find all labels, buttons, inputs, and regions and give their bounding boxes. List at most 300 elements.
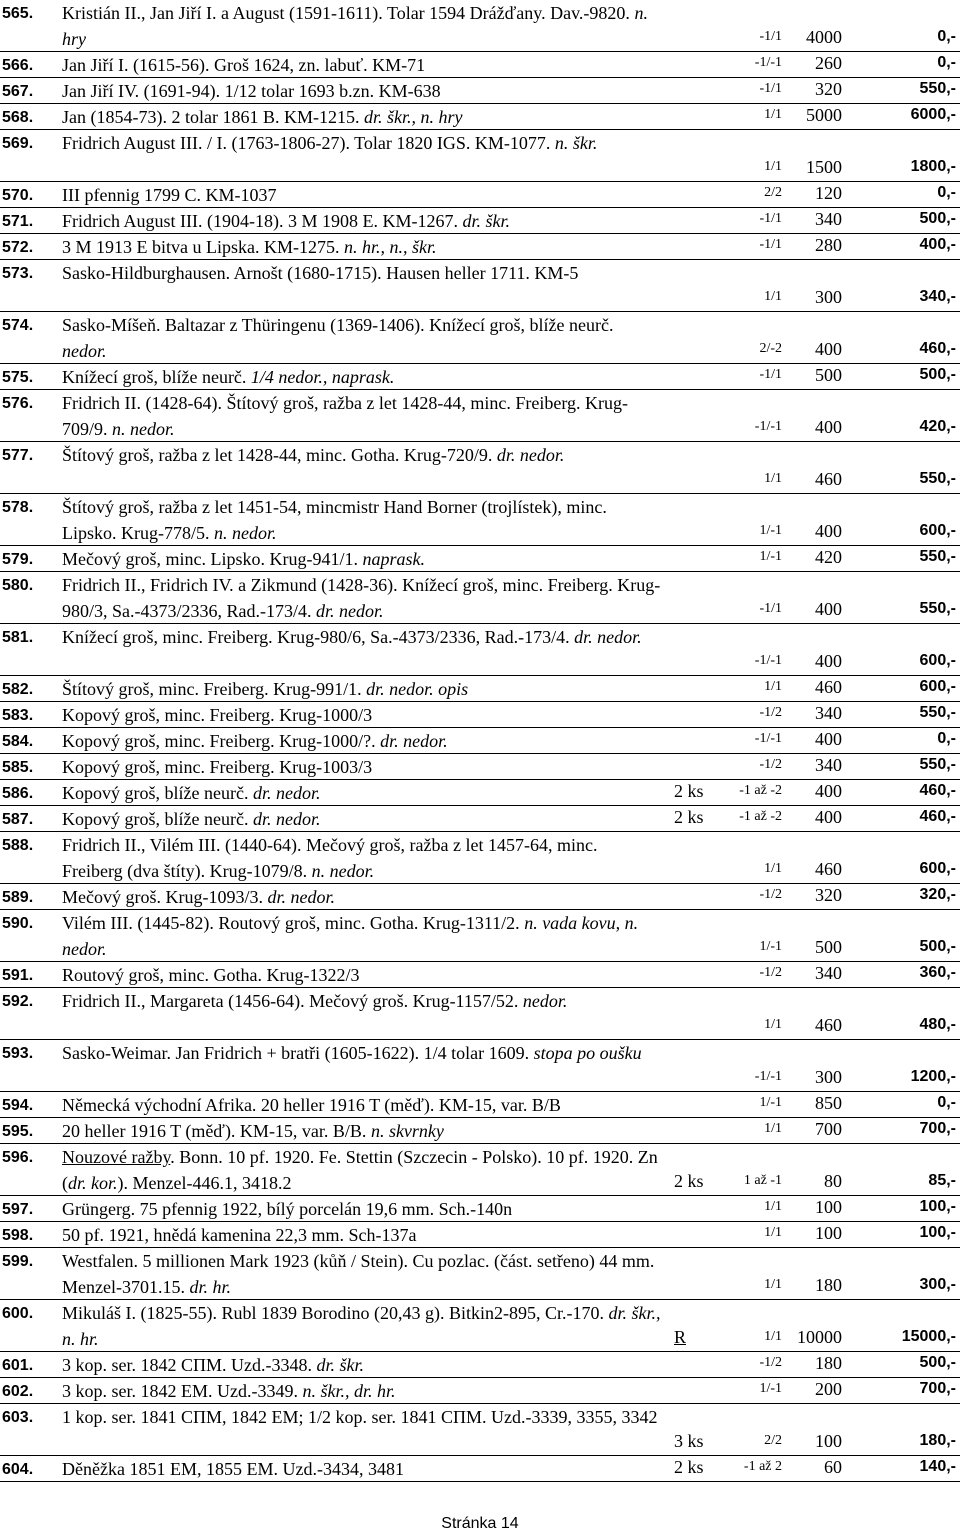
description-segment: nedor. xyxy=(62,341,107,361)
lot-row xyxy=(0,312,960,364)
lot-description xyxy=(62,1118,662,1144)
lot-number: 595. xyxy=(2,1123,34,1140)
lot-number: 577. xyxy=(2,447,34,464)
lot-row xyxy=(0,182,960,208)
lot-row xyxy=(0,1196,960,1222)
lot-description xyxy=(62,208,662,234)
lot-start-price: 320 xyxy=(815,79,842,99)
description-segment: Kopový groš, blíže neurč. xyxy=(62,783,253,803)
lot-start-price: 400 xyxy=(815,521,842,541)
lot-final-price: 550,- xyxy=(919,548,956,565)
lot-number: 597. xyxy=(2,1201,34,1218)
lot-final-price: 460,- xyxy=(919,340,956,357)
lot-final-price: 600,- xyxy=(919,652,956,669)
lot-quantity: 3 ks xyxy=(674,1431,704,1451)
description-segment: 3 M 1913 E bitva u Lipska. KM-1275. xyxy=(62,237,344,257)
lot-final-price: 140,- xyxy=(919,1458,956,1475)
description-segment: Fridrich II., Vilém III. (1440-64). Mečový groš, ražba z let 1457-64, minc. Freiberg (dva štíty). Krug-1079/8. xyxy=(62,835,598,881)
description-segment: Grüngerg. 75 pfennig 1922, bílý porcelán 19,6 mm. Sch.-140n xyxy=(62,1199,513,1219)
description-segment: dr. nedor. xyxy=(316,601,384,621)
lot-grade: -1/1 xyxy=(759,29,782,44)
lot-row xyxy=(0,754,960,780)
lot-number: 579. xyxy=(2,551,34,568)
description-segment: Fridrich August III. / I. (1763-1806-27). Tolar 1820 IGS. KM-1077. xyxy=(62,133,555,153)
lot-number: 587. xyxy=(2,811,34,828)
description-segment: Sasko-Hildburghausen. Arnošt (1680-1715). Hausen heller 1711. KM-5 xyxy=(62,263,579,283)
description-segment: n. nedor. xyxy=(112,419,175,439)
description-segment: n. škr., dr. hr. xyxy=(302,1381,396,1401)
lot-number: 578. xyxy=(2,499,34,516)
lot-number: 596. xyxy=(2,1149,34,1166)
lot-final-price: 85,- xyxy=(928,1172,956,1189)
description-segment: 1 kop. ser. 1841 СПМ, 1842 ЕМ; 1/2 kop. ser. 1841 СПМ. Uzd.-3339, 3355, 3342 xyxy=(62,1407,658,1427)
lot-number: 574. xyxy=(2,317,34,334)
description-segment: n. skvrnky xyxy=(370,1121,444,1141)
lot-number: 593. xyxy=(2,1045,34,1062)
description-segment: dr. nedor. opis xyxy=(366,679,469,699)
lot-start-price: 460 xyxy=(815,859,842,879)
description-segment: Westfalen. 5 millionen Mark 1923 (kůň / Stein). Cu pozlac. (část. setřeno) 44 mm. Menzel-3701.15. xyxy=(62,1251,655,1297)
description-segment: Štítový groš, ražba z let 1451-54, mincmistr Hand Borner (trojlístek), minc. Lipsko. Krug-778/5. xyxy=(62,497,607,543)
lot-start-price: 5000 xyxy=(806,105,842,125)
lot-grade: -1/1 xyxy=(759,367,782,382)
lot-number: 600. xyxy=(2,1305,34,1322)
lot-description xyxy=(62,832,662,884)
lot-final-price: 550,- xyxy=(919,80,956,97)
lot-number: 594. xyxy=(2,1097,34,1114)
lot-description xyxy=(62,182,662,208)
lot-start-price: 180 xyxy=(815,1275,842,1295)
lot-start-price: 460 xyxy=(815,677,842,697)
lot-number: 581. xyxy=(2,629,34,646)
lot-final-price: 600,- xyxy=(919,522,956,539)
lot-start-price: 4000 xyxy=(806,27,842,47)
lot-number: 598. xyxy=(2,1227,34,1244)
description-segment: Štítový groš, minc. Freiberg. Krug-991/1. xyxy=(62,679,367,699)
lot-grade: 1/-1 xyxy=(759,549,782,564)
lot-row xyxy=(0,1378,960,1404)
lot-row xyxy=(0,546,960,572)
lot-start-price: 300 xyxy=(815,1067,842,1087)
lot-final-price: 550,- xyxy=(919,704,956,721)
lot-description xyxy=(62,1300,662,1352)
description-segment: n. nedor. xyxy=(214,523,277,543)
description-segment: Mečový groš. Krug-1093/3. xyxy=(62,887,268,907)
lot-number: 604. xyxy=(2,1461,34,1478)
lot-row xyxy=(0,676,960,702)
lot-final-price: 0,- xyxy=(937,730,956,747)
lot-final-price: 550,- xyxy=(919,756,956,773)
lot-final-price: 600,- xyxy=(919,678,956,695)
lot-number: 585. xyxy=(2,759,34,776)
lot-final-price: 420,- xyxy=(919,418,956,435)
lot-final-price: 700,- xyxy=(919,1120,956,1137)
lot-start-price: 120 xyxy=(815,183,842,203)
lot-grade: -1/-1 xyxy=(754,55,782,70)
lot-grade: 1/1 xyxy=(764,471,782,486)
lot-row xyxy=(0,208,960,234)
lot-start-price: 200 xyxy=(815,1379,842,1399)
lot-number: 567. xyxy=(2,83,34,100)
lot-start-price: 80 xyxy=(824,1171,842,1191)
description-segment: Mečový groš, minc. Lipsko. Krug-941/1. xyxy=(62,549,363,569)
lot-description xyxy=(62,1378,662,1404)
lot-start-price: 340 xyxy=(815,755,842,775)
lot-final-price: 360,- xyxy=(919,964,956,981)
lot-row xyxy=(0,806,960,832)
lot-start-price: 340 xyxy=(815,963,842,983)
lot-final-price: 460,- xyxy=(919,782,956,799)
lot-final-price: 700,- xyxy=(919,1380,956,1397)
lot-number: 580. xyxy=(2,577,34,594)
lot-row xyxy=(0,1300,960,1352)
lot-final-price: 0,- xyxy=(937,54,956,71)
description-segment: Kopový groš, minc. Freiberg. Krug-1000/3 xyxy=(62,705,373,725)
lot-grade: -1/2 xyxy=(759,965,782,980)
lot-row xyxy=(0,832,960,884)
description-segment: Jan (1854-73). 2 tolar 1861 B. KM-1215. xyxy=(62,107,364,127)
lot-grade: 1/1 xyxy=(764,1121,782,1136)
lot-description xyxy=(62,260,662,286)
lot-description xyxy=(62,624,662,650)
lot-start-price: 460 xyxy=(815,469,842,489)
lot-number: 602. xyxy=(2,1383,34,1400)
lot-number: 576. xyxy=(2,395,34,412)
lot-grade: -1/-1 xyxy=(754,419,782,434)
lot-start-price: 400 xyxy=(815,807,842,827)
lot-grade: 2/2 xyxy=(764,185,782,200)
lot-row xyxy=(0,78,960,104)
lot-grade: 1/1 xyxy=(764,289,782,304)
description-segment: 3 kop. ser. 1842 ЕМ. Uzd.-3349. xyxy=(62,1381,303,1401)
lot-final-price: 550,- xyxy=(919,470,956,487)
lot-start-price: 400 xyxy=(815,339,842,359)
lot-start-price: 180 xyxy=(815,1353,842,1373)
lot-description xyxy=(62,130,662,156)
description-segment: dr. škr., n. hry xyxy=(363,107,463,127)
description-segment: dr. škr. xyxy=(316,1355,365,1375)
lot-number: 584. xyxy=(2,733,34,750)
lot-row xyxy=(0,962,960,988)
lot-start-price: 260 xyxy=(815,53,842,73)
description-segment: 3 kop. ser. 1842 СПМ. Uzd.-3348. xyxy=(62,1355,317,1375)
lot-description xyxy=(62,910,662,962)
lot-final-price: 500,- xyxy=(919,938,956,955)
lot-grade: -1 až -2 xyxy=(739,783,782,798)
lot-description xyxy=(62,1352,662,1378)
lot-final-price: 0,- xyxy=(937,28,956,45)
lot-start-price: 460 xyxy=(815,1015,842,1035)
lot-quantity: 2 ks xyxy=(674,807,704,827)
lot-number: 566. xyxy=(2,57,34,74)
description-segment: Fridrich August III. (1904-18). 3 M 1908 E. KM-1267. xyxy=(62,211,463,231)
lot-description xyxy=(62,780,662,806)
lot-description xyxy=(62,1456,662,1482)
lot-number: 583. xyxy=(2,707,34,724)
lot-row xyxy=(0,572,960,624)
lot-description xyxy=(62,572,662,624)
description-segment: Fridrich II. (1428-64). Štítový groš, ražba z let 1428-44, minc. Freiberg. Krug-709/9. xyxy=(62,393,629,439)
lot-number: 570. xyxy=(2,187,34,204)
description-segment: naprask. xyxy=(362,549,425,569)
lot-final-price: 0,- xyxy=(937,184,956,201)
description-segment: Nouzové ražby xyxy=(62,1147,171,1167)
lot-grade: 1/-1 xyxy=(759,1095,782,1110)
lot-quantity: 2 ks xyxy=(674,781,704,801)
lot-row xyxy=(0,1092,960,1118)
description-segment: Fridrich II., Margareta (1456-64). Mečový groš. Krug-1157/52. xyxy=(62,991,523,1011)
lot-start-price: 700 xyxy=(815,1119,842,1139)
lot-grade: 1/-1 xyxy=(759,523,782,538)
description-segment: . Bonn. 10 pf. 1920. Fe. Stettin (Szczecin - Polsko). 10 pf. 1920. Zn ( xyxy=(62,1147,658,1193)
lot-grade: -1/2 xyxy=(759,757,782,772)
lot-row xyxy=(0,1144,960,1196)
lot-final-price: 6000,- xyxy=(910,106,956,123)
lot-row xyxy=(0,0,960,52)
description-segment: dr. nedor. xyxy=(252,783,321,803)
lot-description xyxy=(62,728,662,754)
lot-row xyxy=(0,884,960,910)
lot-description xyxy=(62,546,662,572)
description-segment: dr. nedor. xyxy=(574,627,642,647)
lot-final-price: 100,- xyxy=(919,1224,956,1241)
lot-description xyxy=(62,1248,662,1300)
description-segment: nedor. xyxy=(522,991,568,1011)
lot-start-price: 400 xyxy=(815,651,842,671)
lot-grade: -1/1 xyxy=(759,601,782,616)
lot-final-price: 500,- xyxy=(919,210,956,227)
lot-row xyxy=(0,442,960,494)
description-segment: n. nedor. xyxy=(311,861,375,881)
description-segment: dr. nedor. xyxy=(496,445,565,465)
description-segment: Routový groš, minc. Gotha. Krug-1322/3 xyxy=(62,965,360,985)
lot-final-price: 500,- xyxy=(919,366,956,383)
description-segment: Kopový groš, minc. Freiberg. Krug-1000/?. xyxy=(62,731,381,751)
lot-start-price: 400 xyxy=(815,781,842,801)
description-segment: n. vada kovu, n. nedor. xyxy=(62,913,639,959)
lot-grade: -1/2 xyxy=(759,1355,782,1370)
lot-start-price: 320 xyxy=(815,885,842,905)
description-segment: Kopový groš, minc. Freiberg. Krug-1003/3 xyxy=(62,757,373,777)
description-segment: Sasko-Míšeň. Baltazar z Thüringenu (1369-1406). Knížecí groš, blíže neurč. xyxy=(62,315,614,335)
description-segment: Německá východní Afrika. 20 heller 1916 T (měď). KM-15, var. B/B xyxy=(62,1095,561,1115)
lot-row xyxy=(0,1248,960,1300)
lot-start-price: 280 xyxy=(815,235,842,255)
page-footer: Stránka 14 xyxy=(441,1515,519,1532)
lot-grade: -1/2 xyxy=(759,705,782,720)
lot-grade: -1 až 2 xyxy=(743,1459,782,1474)
lot-grade: -1/1 xyxy=(759,211,782,226)
lot-description xyxy=(62,1040,662,1066)
description-segment: dr. škr. xyxy=(462,211,510,231)
description-segment: n. škr. xyxy=(554,133,598,153)
lot-start-price: 100 xyxy=(815,1197,842,1217)
lot-row xyxy=(0,390,960,442)
lot-grade: 1/1 xyxy=(764,1329,782,1344)
description-segment: 50 pf. 1921, hnědá kamenina 22,3 mm. Sch-137a xyxy=(62,1225,417,1245)
lot-description xyxy=(62,0,662,52)
lot-final-price: 1800,- xyxy=(910,158,956,175)
lot-row xyxy=(0,364,960,390)
lot-description xyxy=(62,364,662,390)
lot-final-price: 550,- xyxy=(919,600,956,617)
description-segment: Kopový groš, blíže neurč. xyxy=(62,809,253,829)
lot-number: 568. xyxy=(2,109,34,126)
lot-final-price: 300,- xyxy=(919,1276,956,1293)
lot-grade: -1/-1 xyxy=(754,1069,782,1084)
description-segment: stopa po oušku xyxy=(533,1043,642,1063)
lot-start-price: 420 xyxy=(815,547,842,567)
lot-start-price: 100 xyxy=(815,1223,842,1243)
lot-row xyxy=(0,728,960,754)
lot-row xyxy=(0,1456,960,1482)
lot-description xyxy=(62,1092,662,1118)
lot-final-price: 0,- xyxy=(937,1094,956,1111)
lot-row xyxy=(0,702,960,728)
lot-quantity: R xyxy=(674,1327,687,1347)
lot-start-price: 500 xyxy=(815,365,842,385)
description-segment: Jan Jiří IV. (1691-94). 1/12 tolar 1693 b.zn. KM-638 xyxy=(62,81,441,101)
lot-row xyxy=(0,1222,960,1248)
lot-row xyxy=(0,234,960,260)
description-segment: 20 heller 1916 T (měď). KM-15, var. B/B. xyxy=(62,1121,371,1141)
description-segment: dr. nedor. xyxy=(380,731,448,751)
lot-row xyxy=(0,1404,960,1456)
lot-grade: 2/2 xyxy=(764,1433,782,1448)
lot-grade: 1/-1 xyxy=(759,1381,782,1396)
lot-grade: 1/1 xyxy=(764,1017,782,1032)
lot-start-price: 850 xyxy=(815,1093,842,1113)
lot-start-price: 340 xyxy=(815,209,842,229)
lot-number: 599. xyxy=(2,1253,34,1270)
lot-number: 575. xyxy=(2,369,34,386)
description-segment: Knížecí groš, minc. Freiberg. Krug-980/6, Sa.-4373/2336, Rad.-173/4. xyxy=(62,627,575,647)
lot-number: 582. xyxy=(2,681,34,698)
description-segment: dr. nedor. xyxy=(267,887,335,907)
description-segment: n. hr., n., škr. xyxy=(343,237,437,257)
lot-description xyxy=(62,494,662,546)
lot-description xyxy=(62,806,662,832)
description-segment: 1/4 nedor., naprask. xyxy=(250,367,395,387)
lot-grade: 1/1 xyxy=(764,679,782,694)
lot-description xyxy=(62,884,662,910)
lot-grade: 1/1 xyxy=(764,1225,782,1240)
lot-start-price: 10000 xyxy=(797,1327,842,1347)
lot-grade: -1/2 xyxy=(759,887,782,902)
lot-description xyxy=(62,312,662,364)
description-segment: dr. hr. xyxy=(189,1277,231,1297)
lot-grade: -1/1 xyxy=(759,81,782,96)
lot-final-price: 500,- xyxy=(919,1354,956,1371)
lot-grade: 1/1 xyxy=(764,159,782,174)
lot-grade: -1/-1 xyxy=(754,731,782,746)
lot-description xyxy=(62,442,662,468)
lot-row xyxy=(0,1352,960,1378)
lot-grade: 2/-2 xyxy=(759,341,782,356)
description-segment: dr. kor. xyxy=(68,1173,118,1193)
lot-row xyxy=(0,104,960,130)
lot-grade: -1/1 xyxy=(759,237,782,252)
lot-number: 591. xyxy=(2,967,34,984)
description-segment: Děněžka 1851 EM, 1855 EM. Uzd.-3434, 3481 xyxy=(62,1459,404,1479)
lot-final-price: 460,- xyxy=(919,808,956,825)
lot-grade: 1/1 xyxy=(764,107,782,122)
lot-number: 573. xyxy=(2,265,34,282)
lot-final-price: 600,- xyxy=(919,860,956,877)
lot-final-price: 480,- xyxy=(919,1016,956,1033)
lot-start-price: 400 xyxy=(815,417,842,437)
lot-final-price: 15000,- xyxy=(901,1328,956,1345)
lot-final-price: 400,- xyxy=(919,236,956,253)
lot-quantity: 2 ks xyxy=(674,1457,704,1477)
lot-description xyxy=(62,390,662,442)
lot-row xyxy=(0,624,960,676)
lot-number: 586. xyxy=(2,785,34,802)
lot-start-price: 400 xyxy=(815,599,842,619)
lot-number: 572. xyxy=(2,239,34,256)
lot-description xyxy=(62,1144,662,1196)
lot-row xyxy=(0,260,960,312)
lot-number: 590. xyxy=(2,915,34,932)
lot-number: 589. xyxy=(2,889,34,906)
description-segment: Sasko-Weimar. Jan Fridrich + bratři (1605-1622). 1/4 tolar 1609. xyxy=(62,1043,534,1063)
lot-row xyxy=(0,988,960,1040)
description-segment: Fridrich II., Fridrich IV. a Zikmund (1428-36). Knížecí groš, minc. Freiberg. Krug-980/3, Sa.-4373/2336, Rad.-173/4. xyxy=(62,575,661,621)
lot-description xyxy=(62,78,662,104)
lot-start-price: 1500 xyxy=(806,157,842,177)
lot-final-price: 100,- xyxy=(919,1198,956,1215)
lot-final-price: 180,- xyxy=(919,1432,956,1449)
lot-grade: 1/-1 xyxy=(759,939,782,954)
lot-start-price: 340 xyxy=(815,703,842,723)
lot-number: 569. xyxy=(2,135,34,152)
lot-description xyxy=(62,104,662,130)
lot-grade: 1/1 xyxy=(764,861,782,876)
lot-number: 588. xyxy=(2,837,34,854)
lot-number: 603. xyxy=(2,1409,34,1426)
lot-start-price: 60 xyxy=(824,1457,842,1477)
lot-row xyxy=(0,130,960,182)
description-segment: Knížecí groš, blíže neurč. xyxy=(62,367,251,387)
lot-row xyxy=(0,1118,960,1144)
description-segment: dr. škr., n. hr. xyxy=(62,1303,661,1349)
lot-number: 571. xyxy=(2,213,34,230)
lot-grade: 1/1 xyxy=(764,1199,782,1214)
lot-row xyxy=(0,780,960,806)
lot-final-price: 340,- xyxy=(919,288,956,305)
lot-final-price: 320,- xyxy=(919,886,956,903)
lot-start-price: 100 xyxy=(815,1431,842,1451)
lot-description xyxy=(62,962,662,988)
lot-start-price: 300 xyxy=(815,287,842,307)
lot-description xyxy=(62,234,662,260)
lot-description xyxy=(62,702,662,728)
lot-number: 592. xyxy=(2,993,34,1010)
description-segment: dr. nedor. xyxy=(252,809,321,829)
lot-grade: -1 až -2 xyxy=(739,809,782,824)
lot-number: 601. xyxy=(2,1357,34,1374)
lot-description xyxy=(62,1404,662,1430)
lot-description xyxy=(62,754,662,780)
description-segment: Kristián II., Jan Jiří I. a August (1591-1611). Tolar 1594 Drážďany. Dav.-9820. xyxy=(62,3,635,23)
lot-description xyxy=(62,676,662,702)
lot-row xyxy=(0,494,960,546)
lot-final-price: 1200,- xyxy=(910,1068,956,1085)
description-segment: III pfennig 1799 C. KM-1037 xyxy=(62,185,277,205)
lot-row xyxy=(0,52,960,78)
lot-start-price: 400 xyxy=(815,729,842,749)
lot-description xyxy=(62,988,662,1014)
